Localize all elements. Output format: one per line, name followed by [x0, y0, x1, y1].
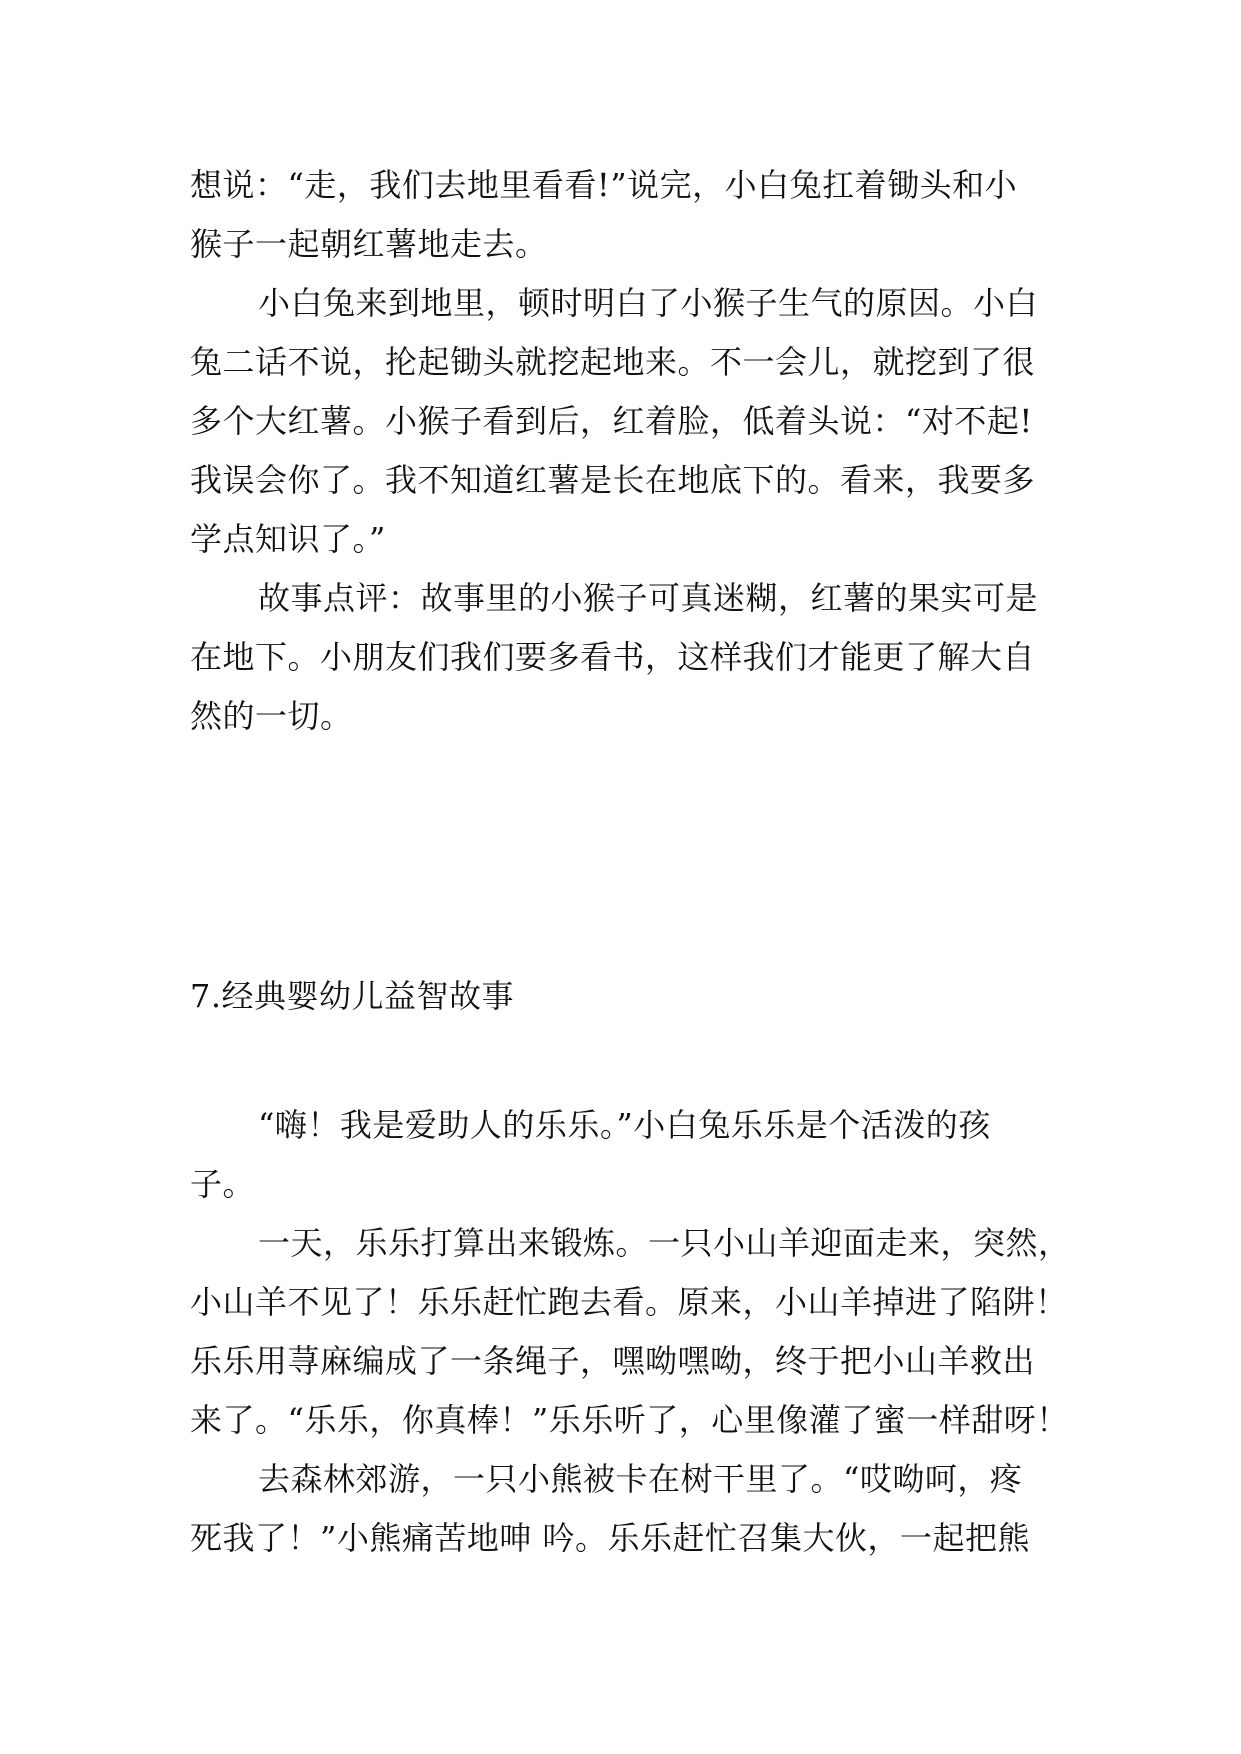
- text-line: 一天，乐乐打算出来锻炼。一只小山羊迎面走来，突然，: [258, 1224, 1071, 1262]
- text-line: 故事点评：故事里的小猴子可真迷糊，红薯的果实可是: [258, 579, 1039, 617]
- text-line: 然的一切。: [190, 697, 353, 735]
- text-line: 子。: [190, 1165, 256, 1203]
- text-line: 想说：“走，我们去地里看看!”说完，小白兔扛着锄头和小: [190, 166, 1018, 204]
- text-line: 学点知识了。”: [190, 520, 386, 558]
- text-line: 兔二话不说，抡起锄头就挖起地来。不一会儿，就挖到了很: [190, 343, 1036, 381]
- story-continuation: [190, 156, 1050, 746]
- section-heading-block: [190, 972, 1050, 1020]
- text-line: 小山羊不见了！乐乐赶忙跑去看。原来，小山羊掉进了陷阱！: [190, 1283, 1068, 1321]
- text-line: 去森林郊游，一只小熊被卡在树干里了。“哎呦呵，疼: [258, 1460, 1023, 1498]
- text-line: 死我了！”小熊痛苦地呻 吟。乐乐赶忙召集大伙，一起把熊: [190, 1519, 1031, 1557]
- text-line: 来了。“乐乐，你真棒！”乐乐听了，心里像灌了蜜一样甜呀！: [190, 1401, 1069, 1439]
- text-line: 小白兔来到地里，顿时明白了小猴子生气的原因。小白: [258, 284, 1039, 322]
- text-line: 乐乐用荨麻编成了一条绳子，嘿呦嘿呦，终于把小山羊救出: [190, 1342, 1036, 1380]
- text-line: 在地下。小朋友们我们要多看书，这样我们才能更了解大自: [190, 638, 1036, 676]
- text-line: 我误会你了。我不知道红薯是长在地底下的。看来，我要多: [190, 461, 1036, 499]
- text-line: 猴子一起朝红薯地走去。: [190, 225, 548, 263]
- text-line: “嗨！我是爱助人的乐乐。”小白兔乐乐是个活泼的孩: [258, 1106, 991, 1144]
- story-body: [190, 1096, 1071, 1568]
- text-line: 多个大红薯。小猴子看到后，红着脸，低着头说：“对不起!: [190, 402, 1033, 440]
- section-heading: 7.经典婴幼儿益智故事: [190, 977, 515, 1015]
